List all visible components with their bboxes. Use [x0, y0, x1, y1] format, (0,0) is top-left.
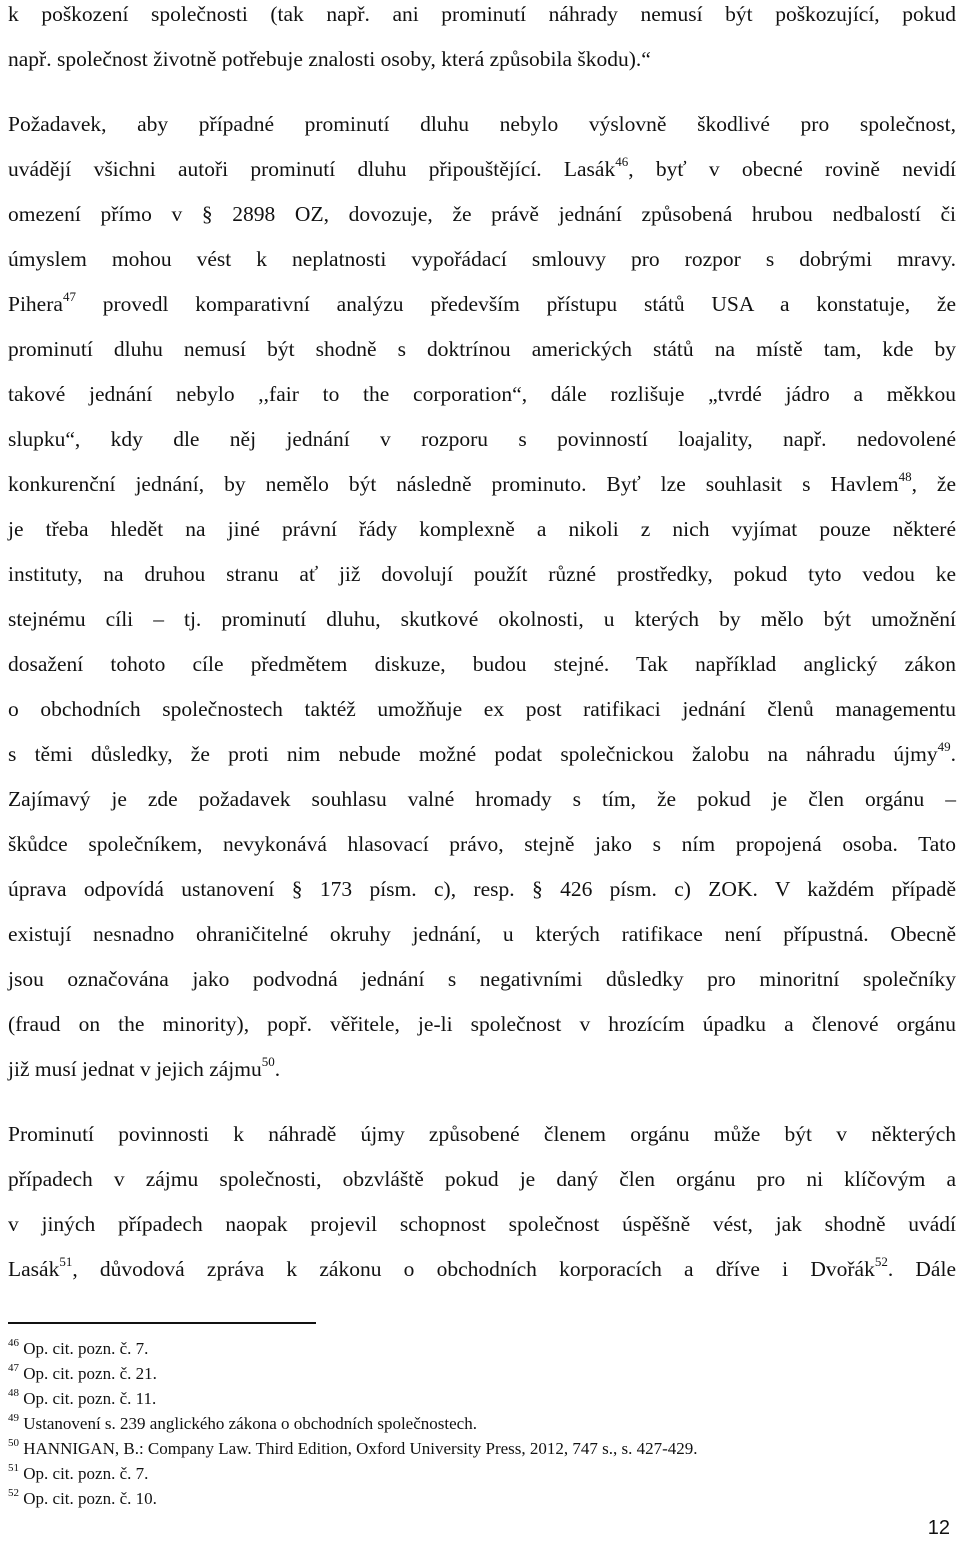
- text-line: úprava odpovídá ustanovení § 173 písm. c), resp. § 426 písm. c) ZOK. V každém případě: [8, 877, 956, 901]
- footnote-number: 49: [8, 1412, 19, 1425]
- footnote-separator: [8, 1322, 316, 1324]
- text-span: , důvodová zpráva k zákonu o obchodních korporacích a dříve i Dvořák: [72, 1257, 875, 1281]
- text-span: .: [950, 742, 956, 766]
- footnote: [8, 1463, 148, 1485]
- text-line: takové jednání nebylo ,,fair to the corporation“, dále rozlišuje „tvrdé jádro a měkkou: [8, 382, 956, 406]
- text-line: úmyslem mohou vést k neplatnosti vypořádací smlouvy pro rozpor s dobrými mravy.: [8, 247, 956, 271]
- footnote: [8, 1413, 477, 1435]
- text-span: Pihera: [8, 292, 63, 316]
- footnote-text: Op. cit. pozn. č. 7.: [19, 1339, 149, 1358]
- footnote-number: 50: [8, 1437, 19, 1450]
- text-line: (fraud on the minority), popř. věřitele, je-li společnost v hrozícím úpadku a členové orgánu: [8, 1012, 956, 1036]
- text-line: [8, 1255, 956, 1283]
- footnote-ref[interactable]: 50: [261, 1053, 275, 1069]
- footnote-number: 51: [8, 1462, 19, 1475]
- footnote: [8, 1338, 148, 1360]
- text-line: existují nesnadno ohraničitelné okruhy jednání, u kterých ratifikace není přípustná. Obecně: [8, 922, 956, 946]
- text-line: instituty, na druhou stranu ať již dovolují použít různé prostředky, pokud tyto vedou ke: [8, 562, 956, 586]
- footnote: [8, 1363, 157, 1385]
- text-span: provedl komparativní analýzu především přístupu států USA a konstatuje, že: [75, 292, 956, 316]
- text-line: případech v zájmu společnosti, obzvláště pokud je daný člen orgánu pro ni klíčovým a: [8, 1167, 956, 1191]
- text-span: již musí jednat v jejich zájmu: [8, 1057, 262, 1081]
- footnote-text: Op. cit. pozn. č. 11.: [19, 1389, 157, 1408]
- text-line: Prominutí povinnosti k náhradě újmy způsobené členem orgánu může být v některých: [8, 1122, 956, 1146]
- text-span: Lasák: [8, 1257, 60, 1281]
- text-line: stejnému cíli – tj. prominutí dluhu, skutkové okolnosti, u kterých by mělo být umožnění: [8, 607, 956, 631]
- footnote-ref[interactable]: 52: [874, 1253, 888, 1269]
- footnote-text: Ustanovení s. 239 anglického zákona o obchodních společnostech.: [19, 1414, 477, 1433]
- text-line: [8, 740, 956, 768]
- text-line: o obchodních společnostech taktéž umožňuje ex post ratifikaci jednání členů managementu: [8, 697, 956, 721]
- footnote-text: HANNIGAN, B.: Company Law. Third Edition, Oxford University Press, 2012, 747 s., s. 427-429.: [19, 1439, 698, 1458]
- footnote-ref[interactable]: 47: [62, 288, 76, 304]
- footnote: [8, 1438, 698, 1460]
- text-span: , byť v obecné rovině nevidí: [628, 157, 956, 181]
- text-line: [8, 155, 956, 183]
- footnote: [8, 1388, 156, 1410]
- text-line: dosažení tohoto cíle předmětem diskuze, budou stejné. Tak například anglický zákon: [8, 652, 956, 676]
- footnote-ref[interactable]: 48: [898, 468, 912, 484]
- text-line: k poškození společnosti (tak např. ani prominutí náhrady nemusí být poškozující, pokud: [8, 2, 956, 26]
- text-line: omezení přímo v § 2898 OZ, dovozuje, že právě jednání způsobená hrubou nedbalostí či: [8, 202, 956, 226]
- text-line: Zajímavý je zde požadavek souhlasu valné hromady s tím, že pokud je člen orgánu –: [8, 787, 956, 811]
- footnote-text: Op. cit. pozn. č. 10.: [19, 1489, 157, 1508]
- text-span: s těmi důsledky, že proti nim nebude možné podat společnickou žalobu na náhradu újmy: [8, 742, 938, 766]
- footnote-number: 52: [8, 1487, 19, 1500]
- footnote: [8, 1488, 157, 1510]
- text-span: konkurenční jednání, by nemělo být následně prominuto. Byť lze souhlasit s Havlem: [8, 472, 899, 496]
- footnote-ref[interactable]: 51: [59, 1253, 73, 1269]
- footnote-number: 46: [8, 1337, 19, 1350]
- text-line: slupku“, kdy dle něj jednání v rozporu s povinností loajality, např. nedovolené: [8, 427, 956, 451]
- text-line: je třeba hledět na jiné právní řády komplexně a nikoli z nich vyjímat pouze některé: [8, 517, 956, 541]
- text-line: [8, 1055, 956, 1083]
- page-number: 12: [927, 1517, 950, 1539]
- text-line: jsou označována jako podvodná jednání s negativními důsledky pro minoritní společníky: [8, 967, 956, 991]
- text-line: např. společnost životně potřebuje znalosti osoby, která způsobila škodu).“: [8, 47, 651, 71]
- text-line: [8, 470, 956, 498]
- footnote-text: Op. cit. pozn. č. 7.: [19, 1464, 149, 1483]
- text-line: Požadavek, aby případné prominutí dluhu nebylo výslovně škodlivé pro společnost,: [8, 112, 956, 136]
- footnote-ref[interactable]: 46: [615, 153, 629, 169]
- footnote-number: 48: [8, 1387, 19, 1400]
- text-span: , že: [911, 472, 957, 496]
- text-line: v jiných případech naopak projevil schopnost společnost úspěšně vést, jak shodně uvádí: [8, 1212, 956, 1236]
- text-line: škůdce společníkem, nevykonává hlasovací právo, stejně jako s ním propojená osoba. Tato: [8, 832, 956, 856]
- footnote-number: 47: [8, 1362, 19, 1375]
- footnote-ref[interactable]: 49: [937, 738, 951, 754]
- text-line: [8, 290, 956, 318]
- text-span: . Dále: [887, 1257, 956, 1281]
- text-span: .: [274, 1057, 281, 1081]
- text-line: prominutí dluhu nemusí být shodně s doktrínou amerických států na místě tam, kde by: [8, 337, 956, 361]
- footnote-text: Op. cit. pozn. č. 21.: [19, 1364, 157, 1383]
- text-span: uvádějí všichni autoři prominutí dluhu připouštějící. Lasák: [8, 157, 616, 181]
